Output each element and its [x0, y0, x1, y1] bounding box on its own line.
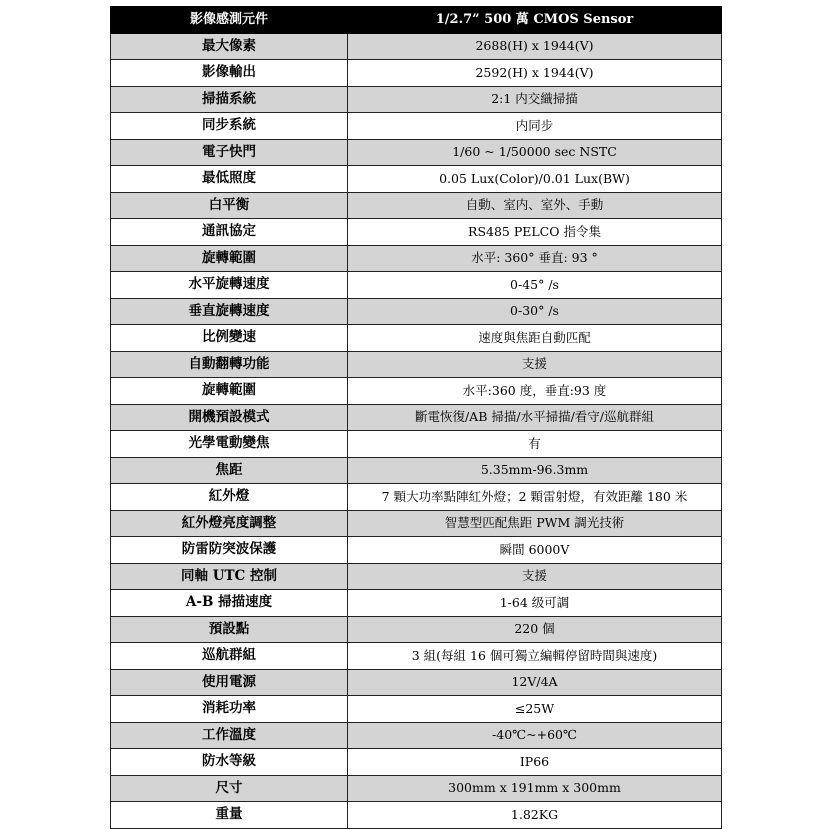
- table-row: [111, 192, 722, 219]
- spec-label-cell: 重量: [111, 802, 348, 829]
- spec-value-cell: 1-64 级可調: [348, 590, 722, 617]
- spec-label-cell: 同軸 UTC 控制: [111, 563, 348, 590]
- spec-label-cell: 垂直旋轉速度: [111, 298, 348, 325]
- spec-label-cell: 尺寸: [111, 775, 348, 802]
- spec-value-cell: 220 個: [348, 616, 722, 643]
- spec-label-cell: 防水等級: [111, 749, 348, 776]
- spec-label-cell: 紅外燈: [111, 484, 348, 511]
- spec-table-body: [111, 7, 722, 829]
- spec-value-cell: 12V/4A: [348, 669, 722, 696]
- spec-label-cell: 白平衡: [111, 192, 348, 219]
- spec-value-cell: 斷電恢復/AB 掃描/水平掃描/看守/巡航群組: [348, 404, 722, 431]
- spec-value-cell: 2:1 内交織掃描: [348, 86, 722, 113]
- spec-label-cell: 影像輸出: [111, 60, 348, 87]
- table-row: [111, 802, 722, 829]
- spec-value-cell: RS485 PELCO 指令集: [348, 219, 722, 246]
- spec-value-cell: 水平: 360° 垂直: 93 °: [348, 245, 722, 272]
- table-row: [111, 616, 722, 643]
- spec-value-cell: 0.05 Lux(Color)/0.01 Lux(BW): [348, 166, 722, 193]
- table-row: [111, 33, 722, 60]
- table-row: [111, 166, 722, 193]
- header-label-cell: 影像感測元件: [111, 7, 348, 34]
- table-row: [111, 351, 722, 378]
- spec-value-cell: 2688(H) x 1944(V): [348, 33, 722, 60]
- spec-value-cell: 3 組(每組 16 個可獨立編輯停留時間與速度): [348, 643, 722, 670]
- spec-value-cell: IP66: [348, 749, 722, 776]
- spec-value-cell: 0-30° /s: [348, 298, 722, 325]
- table-row: [111, 272, 722, 299]
- spec-label-cell: 焦距: [111, 457, 348, 484]
- table-row: [111, 669, 722, 696]
- table-row: [111, 457, 722, 484]
- table-row: [111, 563, 722, 590]
- header-value-cell: 1/2.7” 500 萬 CMOS Sensor: [348, 7, 722, 34]
- spec-value-cell: 300mm x 191mm x 300mm: [348, 775, 722, 802]
- spec-label-cell: 最低照度: [111, 166, 348, 193]
- spec-label-cell: 掃描系統: [111, 86, 348, 113]
- spec-value-cell: 内同步: [348, 113, 722, 140]
- spec-value-cell: ≤25W: [348, 696, 722, 723]
- spec-label-cell: 預設點: [111, 616, 348, 643]
- table-row: [111, 60, 722, 87]
- spec-value-cell: 1.82KG: [348, 802, 722, 829]
- table-row: [111, 113, 722, 140]
- table-row: [111, 643, 722, 670]
- spec-value-cell: -40℃~+60℃: [348, 722, 722, 749]
- table-row: [111, 245, 722, 272]
- table-row: [111, 86, 722, 113]
- spec-value-cell: 速度與焦距自動匹配: [348, 325, 722, 352]
- spec-label-cell: 電子快門: [111, 139, 348, 166]
- table-row: [111, 537, 722, 564]
- spec-value-cell: 0-45° /s: [348, 272, 722, 299]
- table-row: [111, 139, 722, 166]
- table-row: [111, 219, 722, 246]
- spec-label-cell: 消耗功率: [111, 696, 348, 723]
- table-row: [111, 775, 722, 802]
- spec-label-cell: A-B 掃描速度: [111, 590, 348, 617]
- spec-label-cell: 通訊協定: [111, 219, 348, 246]
- spec-label-cell: 自動翻轉功能: [111, 351, 348, 378]
- spec-table: [110, 6, 722, 829]
- spec-value-cell: 5.35mm-96.3mm: [348, 457, 722, 484]
- table-row: [111, 404, 722, 431]
- table-row: [111, 325, 722, 352]
- table-header-row: [111, 7, 722, 34]
- spec-value-cell: 1/60 ~ 1/50000 sec NSTC: [348, 139, 722, 166]
- spec-value-cell: 有: [348, 431, 722, 458]
- table-row: [111, 510, 722, 537]
- spec-label-cell: 比例變速: [111, 325, 348, 352]
- spec-value-cell: 瞬間 6000V: [348, 537, 722, 564]
- spec-label-cell: 紅外燈亮度調整: [111, 510, 348, 537]
- spec-label-cell: 工作溫度: [111, 722, 348, 749]
- spec-label-cell: 開機預設模式: [111, 404, 348, 431]
- spec-value-cell: 7 顆大功率點陣紅外燈；2 顆雷射燈，有效距離 180 米: [348, 484, 722, 511]
- spec-label-cell: 防雷防突波保護: [111, 537, 348, 564]
- spec-label-cell: 最大像素: [111, 33, 348, 60]
- spec-label-cell: 水平旋轉速度: [111, 272, 348, 299]
- table-row: [111, 298, 722, 325]
- spec-label-cell: 旋轉範圍: [111, 245, 348, 272]
- spec-value-cell: 智慧型匹配焦距 PWM 調光技術: [348, 510, 722, 537]
- table-row: [111, 722, 722, 749]
- table-row: [111, 484, 722, 511]
- spec-value-cell: 自動、室内、室外、手動: [348, 192, 722, 219]
- table-row: [111, 431, 722, 458]
- spec-label-cell: 旋轉範圍: [111, 378, 348, 405]
- table-row: [111, 696, 722, 723]
- spec-value-cell: 水平:360 度，垂直:93 度: [348, 378, 722, 405]
- table-row: [111, 749, 722, 776]
- spec-value-cell: 2592(H) x 1944(V): [348, 60, 722, 87]
- spec-label-cell: 光學電動變焦: [111, 431, 348, 458]
- spec-label-cell: 巡航群組: [111, 643, 348, 670]
- spec-label-cell: 同步系統: [111, 113, 348, 140]
- table-row: [111, 378, 722, 405]
- spec-label-cell: 使用電源: [111, 669, 348, 696]
- spec-value-cell: 支援: [348, 563, 722, 590]
- table-row: [111, 590, 722, 617]
- spec-value-cell: 支援: [348, 351, 722, 378]
